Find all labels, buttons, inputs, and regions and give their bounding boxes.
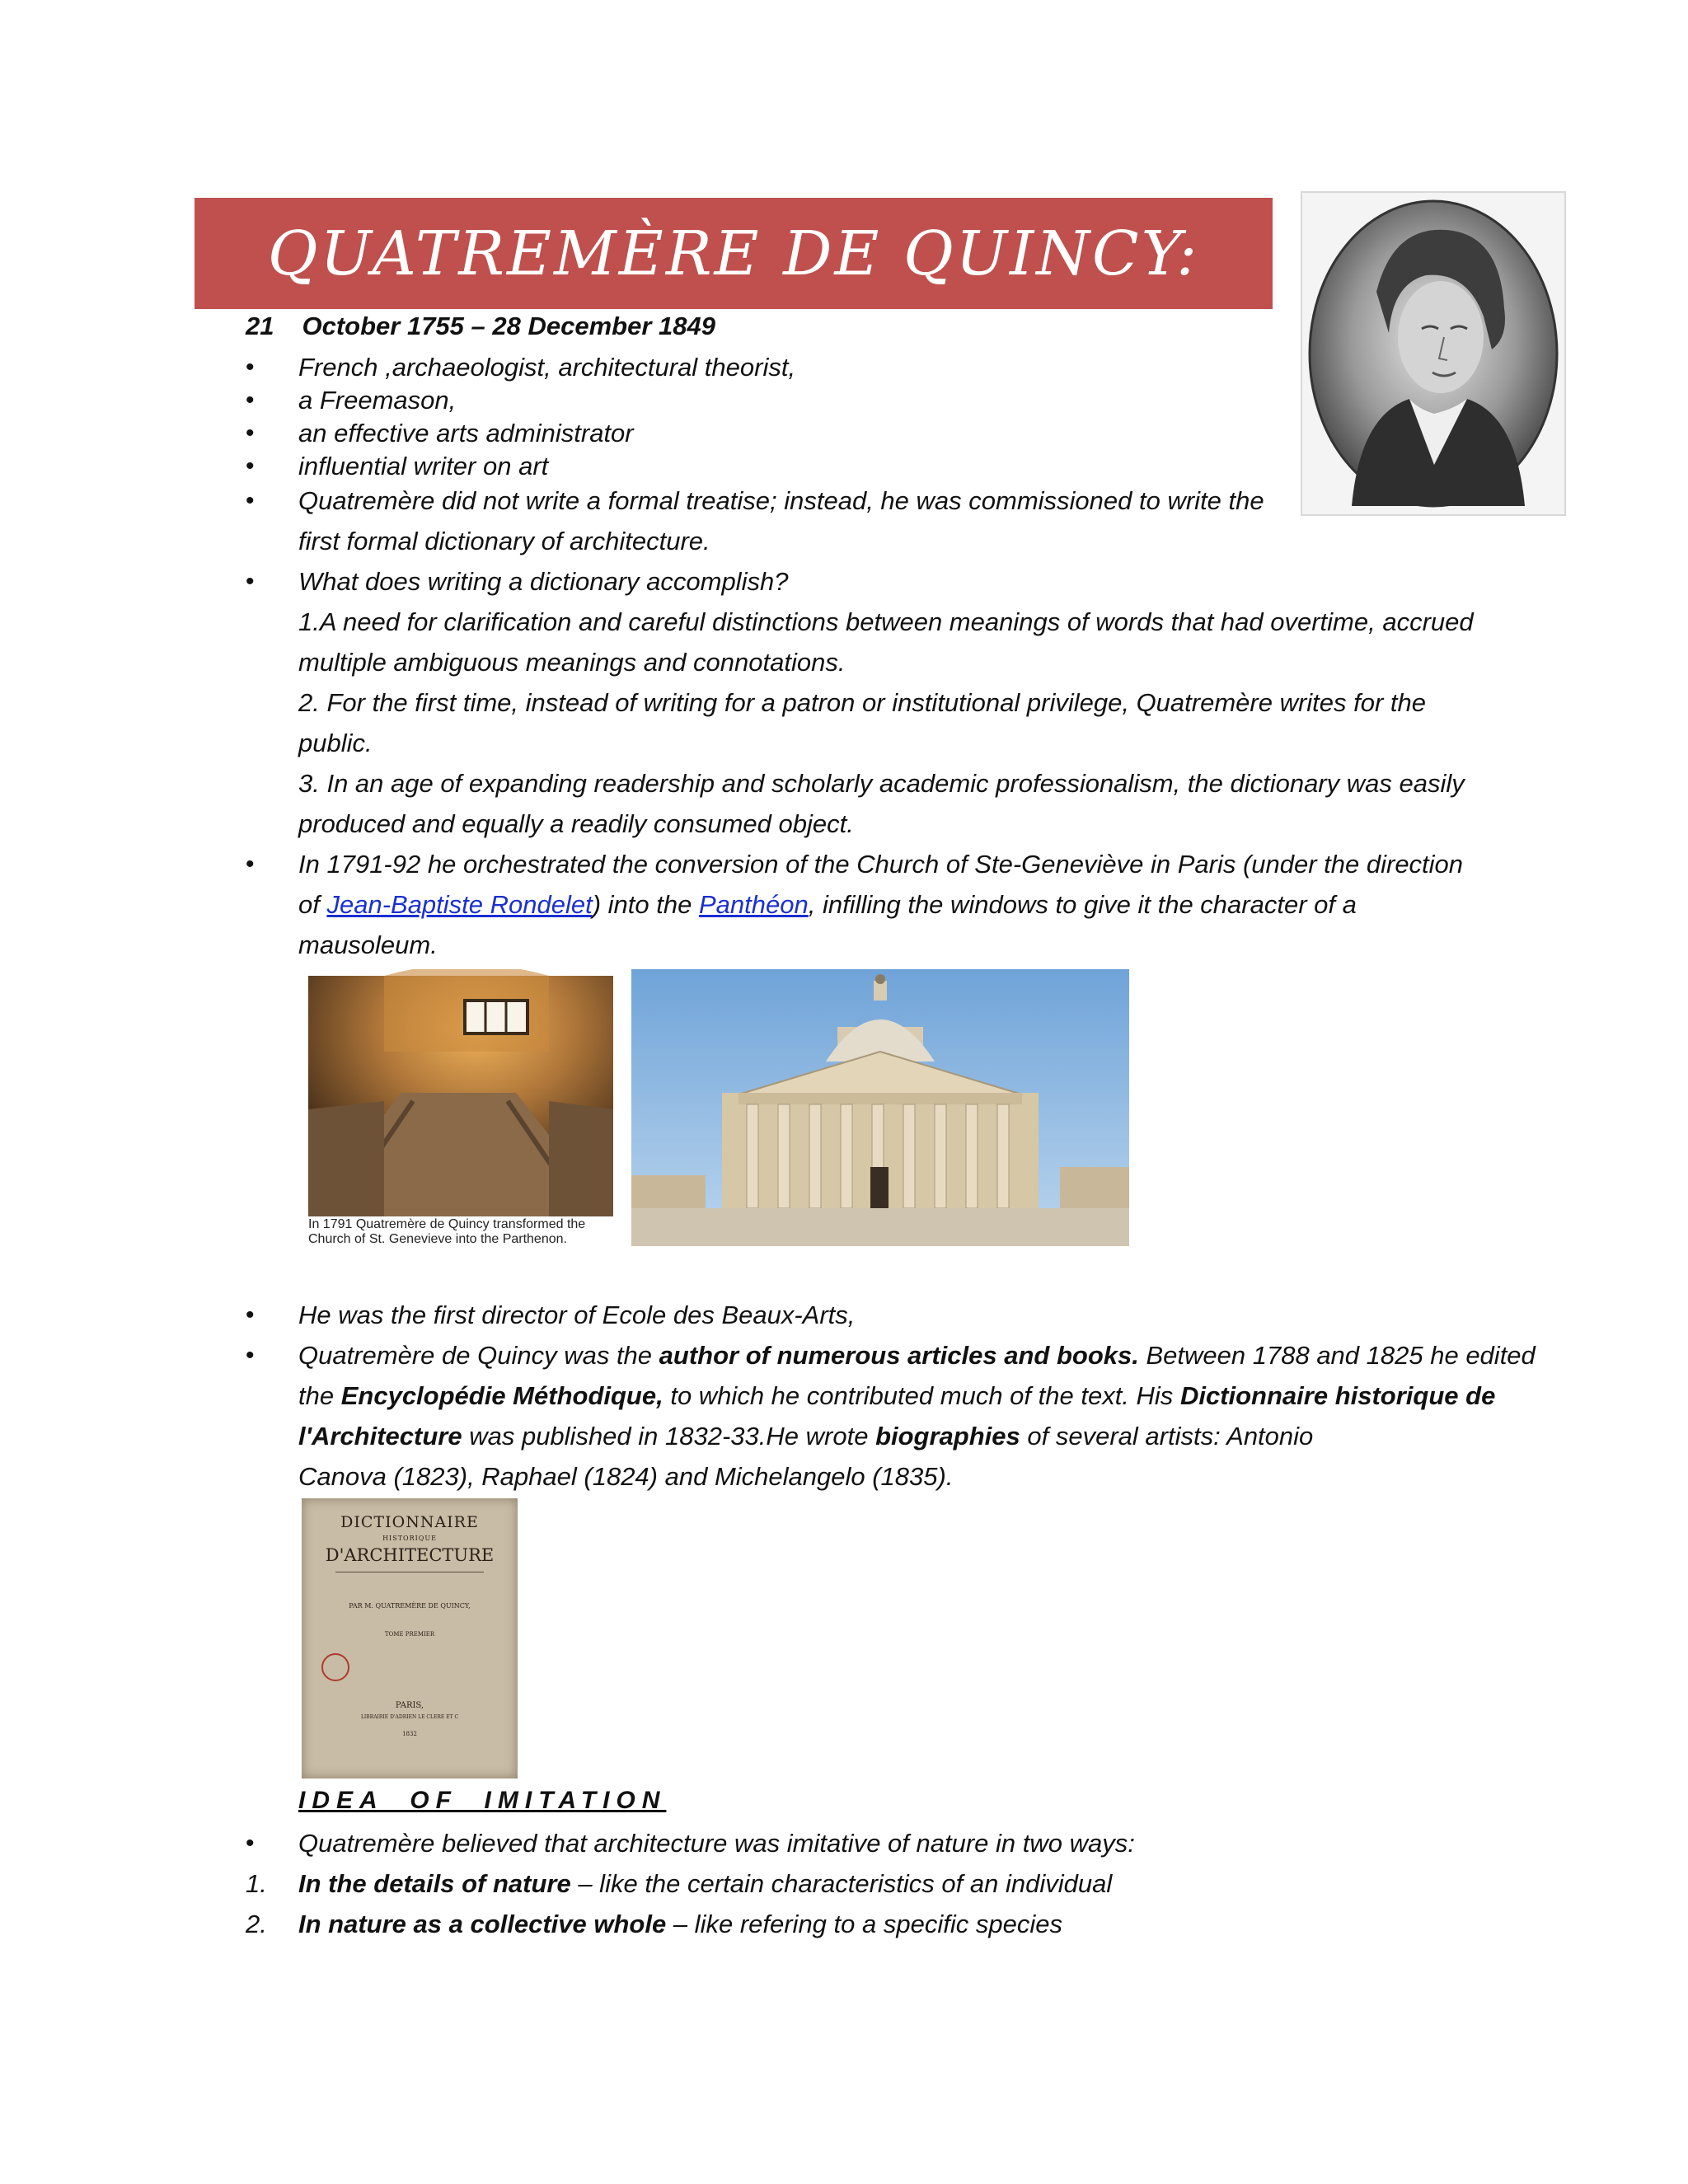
bullet-marker: •	[246, 452, 255, 480]
dictionary-question: What does writing a dictionary accomplish?	[298, 567, 789, 596]
treatise-line-1: Quatremère did not write a formal treatise; instead, he was commissioned to write the	[298, 486, 1264, 515]
bold-segment: author of numerous articles and books.	[659, 1341, 1139, 1370]
imitation-item-2	[298, 1908, 1062, 1941]
bullet-marker: •	[246, 487, 255, 514]
cover-city: PARIS,	[395, 1701, 424, 1710]
bullet-marker: •	[246, 419, 255, 447]
bullet-marker: •	[246, 1301, 255, 1329]
dictionary-point-3-line-1: 3. In an age of expanding readership and scholarly academic professionalism, the dictionary was easily	[298, 769, 1465, 798]
page-title: QUATREMÈRE DE QUINCY:	[267, 218, 1200, 289]
dictionary-point-1-line-2: multiple ambiguous meanings and connotations.	[298, 648, 846, 677]
cover-title-2: HISTORIQUE	[382, 1535, 437, 1542]
crypt-caption-line-1: In 1791 Quatremère de Quincy transformed the	[308, 1217, 586, 1231]
link-pantheon[interactable]: Panthéon	[698, 890, 809, 919]
text-segment: to which he contributed much of the text. His	[663, 1381, 1180, 1410]
text-segment: of several artists: Antonio	[1020, 1422, 1314, 1451]
dictionary-point-2-line-1: 2. For the first time, instead of writing for a patron or institutional privilege, Quatremère writes for the	[298, 688, 1427, 717]
bullet-marker: •	[246, 1830, 255, 1857]
library-stamp-icon	[321, 1653, 349, 1681]
author-line-4: Canova (1823), Raphael (1824) and Michelangelo (1835).	[298, 1462, 954, 1491]
pantheon-line-1: In 1791-92 he orchestrated the conversion of the Church of Ste-Geneviève in Paris (under the direction	[298, 850, 1464, 879]
text-segment: Between 1788 and 1825 he edited	[1138, 1341, 1536, 1370]
text-segment: was published in 1832-33.He wrote	[462, 1422, 876, 1451]
cover-title-3: D'ARCHITECTURE	[325, 1545, 495, 1565]
bullet-freemason: a Freemason,	[298, 386, 457, 415]
bold-segment: In nature as a collective whole	[298, 1910, 667, 1938]
crypt-photo	[302, 969, 618, 1246]
bullet-occupation: French ,archaeologist, architectural theorist,	[298, 353, 796, 382]
text-segment: the	[298, 1381, 341, 1410]
dictionary-point-1-line-1: 1.A need for clarification and careful distinctions between meanings of words that had overtime, accrued	[298, 607, 1474, 636]
bold-segment: Dictionnaire historique de	[1179, 1381, 1496, 1410]
pantheon-line-3: mausoleum.	[298, 930, 438, 959]
cover-year: 1832	[402, 1731, 417, 1737]
text-segment: of	[298, 890, 327, 919]
title-banner	[195, 198, 1273, 309]
dates-day: 21	[246, 312, 274, 340]
author-line-3	[298, 1420, 1313, 1453]
portrait-engraving	[1302, 193, 1564, 514]
bold-segment: biographies	[875, 1422, 1020, 1451]
bullet-writer: influential writer on art	[298, 452, 549, 480]
text-segment: ) into the	[592, 890, 699, 919]
dictionary-point-3-line-2: produced and equally a readily consumed object.	[298, 809, 854, 838]
portrait-image	[1301, 191, 1566, 516]
imitation-item-1	[298, 1868, 1112, 1900]
dates-line	[246, 310, 715, 343]
bullet-marker: •	[246, 354, 255, 381]
text-segment: – like the certain characteristics of an individual	[570, 1869, 1113, 1898]
bold-segment: l'Architecture	[298, 1422, 462, 1451]
crypt-illustration	[302, 969, 618, 1216]
pantheon-illustration	[631, 969, 1129, 1246]
book-cover-image	[302, 1498, 518, 1779]
dictionary-point-2-line-2: public.	[298, 729, 373, 757]
cover-author: PAR M. QUATREMÈRE DE QUINCY,	[349, 1602, 471, 1610]
author-line-1	[298, 1339, 1536, 1372]
cover-tome: TOME PREMIER	[384, 1631, 435, 1638]
text-segment: Quatremère de Quincy was the	[298, 1341, 659, 1370]
author-line-2	[298, 1380, 1495, 1413]
pantheon-line-2	[298, 888, 1357, 921]
bold-segment: Encyclopédie Méthodique,	[340, 1381, 663, 1410]
director-line: He was the first director of Ecole des Beaux-Arts,	[298, 1301, 856, 1329]
bullet-marker: •	[246, 568, 255, 595]
list-number: 1.	[246, 1869, 267, 1898]
bullet-marker: •	[246, 851, 255, 878]
section-heading-imitation: IDEA OF IMITATION	[298, 1787, 667, 1814]
text-segment: , infilling the windows to give it the character of a	[808, 890, 1357, 919]
cover-publisher: LIBRAIRIE D'ADRIEN LE CLERE ET C	[360, 1714, 459, 1720]
bold-segment: In the details of nature	[298, 1869, 571, 1898]
crypt-caption-line-2: Church of St. Genevieve into the Parthenon.	[308, 1232, 567, 1246]
list-number: 2.	[246, 1910, 267, 1938]
pantheon-photo	[631, 969, 1129, 1246]
link-rondelet[interactable]: Jean-Baptiste Rondelet	[326, 890, 593, 919]
dates-range: October 1755 – 28 December 1849	[302, 312, 715, 340]
imitation-intro: Quatremère believed that architecture was imitative of nature in two ways:	[298, 1829, 1135, 1858]
bullet-marker: •	[246, 1342, 255, 1369]
bullet-marker: •	[246, 387, 255, 414]
treatise-line-2: first formal dictionary of architecture.	[298, 527, 710, 555]
text-segment: – like refering to a specific species	[666, 1910, 1062, 1938]
cover-title-1: DICTIONNAIRE	[340, 1513, 479, 1531]
bullet-administrator: an effective arts administrator	[298, 419, 634, 448]
